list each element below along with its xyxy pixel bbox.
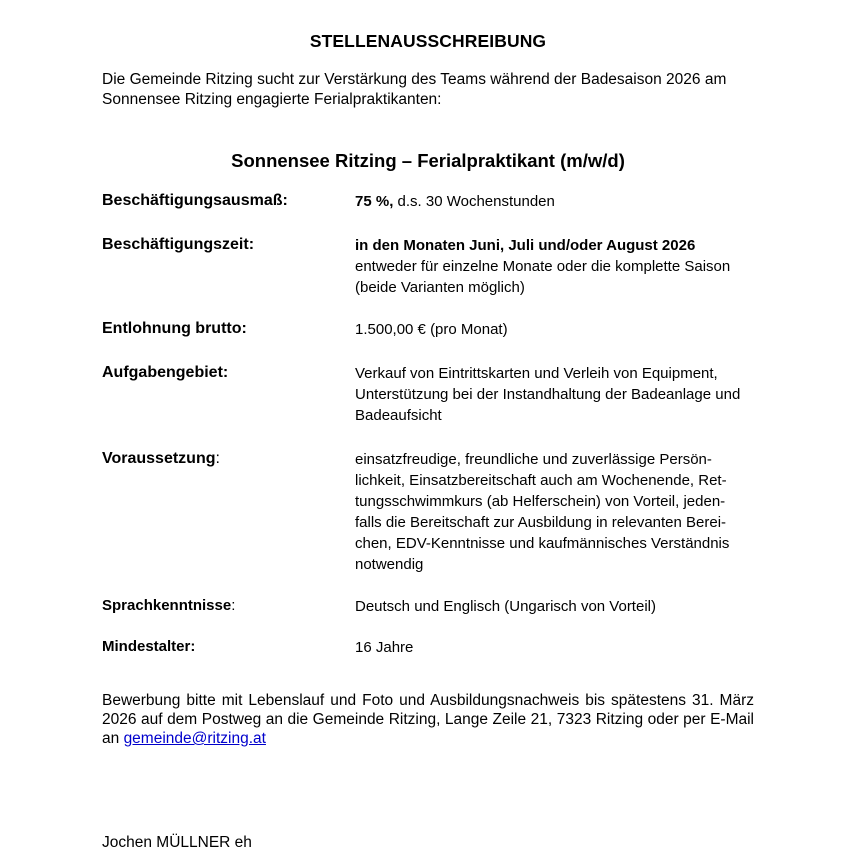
- detail-label-colon: :: [231, 597, 236, 614]
- detail-value-bold: 75 %,: [355, 193, 394, 210]
- job-posting-document: [102, 0, 754, 852]
- document-title: STELLENAUSSCHREIBUNG: [309, 31, 547, 51]
- detail-label: Aufgabengebiet:: [102, 364, 229, 381]
- detail-value: Verkauf von Eintrittskarten und Verleih von Equipment, Unterstützung bei der Instandhaltung der Badeanlage und Badeaufsicht: [355, 365, 741, 424]
- detail-value-line: tungsschwimmkurs (ab Helferschein) von Vorteil, jeden-: [355, 493, 726, 510]
- detail-value-line: chen, EDV-Kenntnisse und kaufmännisches Verständnis: [355, 535, 730, 552]
- detail-label: [102, 595, 235, 616]
- detail-value: [355, 235, 755, 298]
- detail-value-line: einsatzfreudige, freundliche und zuverlässige Persön-: [355, 451, 712, 468]
- detail-label: Mindestalter:: [102, 638, 196, 655]
- detail-label-text: Sprachkenntnisse: [102, 597, 232, 614]
- detail-value-text: entweder für einzelne Monate oder die komplette Saison (beide Varianten möglich): [355, 258, 731, 296]
- detail-value: Deutsch und Englisch (Ungarisch von Vorteil): [355, 598, 656, 615]
- detail-value: [355, 449, 755, 575]
- detail-value-line: notwendig: [355, 556, 424, 573]
- position-title: Sonnensee Ritzing – Ferialpraktikant (m/w/d): [231, 150, 625, 171]
- detail-value-line: lichkeit, Einsatzbereitschaft auch am Wochenende, Ret-: [355, 472, 727, 489]
- email-link[interactable]: gemeinde@ritzing.at: [123, 730, 266, 747]
- detail-label-colon: :: [215, 450, 220, 467]
- detail-value: 16 Jahre: [355, 639, 414, 656]
- detail-value: [355, 191, 755, 212]
- detail-value-line: falls die Bereitschaft zur Ausbildung in relevanten Berei-: [355, 514, 727, 531]
- application-instructions: [102, 691, 754, 748]
- detail-value-text: d.s. 30 Wochenstunden: [393, 193, 555, 210]
- application-text: Bewerbung bitte mit Lebenslauf und Foto und Ausbildungsnachweis bis spätestens 31. März 2026 auf dem Postweg an die Gemeinde Ritzing, Lange Zeile 21, 7323 Ritzing oder per E-Mail an: [102, 692, 754, 747]
- detail-value-bold: in den Monaten Juni, Juli und/oder August 2026: [355, 237, 696, 254]
- detail-label-text: Voraussetzung: [102, 450, 216, 467]
- signature: Jochen MÜLLNER eh: [102, 834, 252, 851]
- detail-label: Beschäftigungsausmaß:: [102, 192, 288, 209]
- intro-paragraph: Die Gemeinde Ritzing sucht zur Verstärkung des Teams während der Badesaison 2026 am Sonnensee Ritzing engagierte Ferialpraktikanten:: [102, 71, 727, 108]
- detail-label: [102, 448, 220, 469]
- detail-label: Entlohnung brutto:: [102, 320, 247, 337]
- detail-value: 1.500,00 € (pro Monat): [355, 321, 508, 338]
- detail-label: Beschäftigungszeit:: [102, 236, 255, 253]
